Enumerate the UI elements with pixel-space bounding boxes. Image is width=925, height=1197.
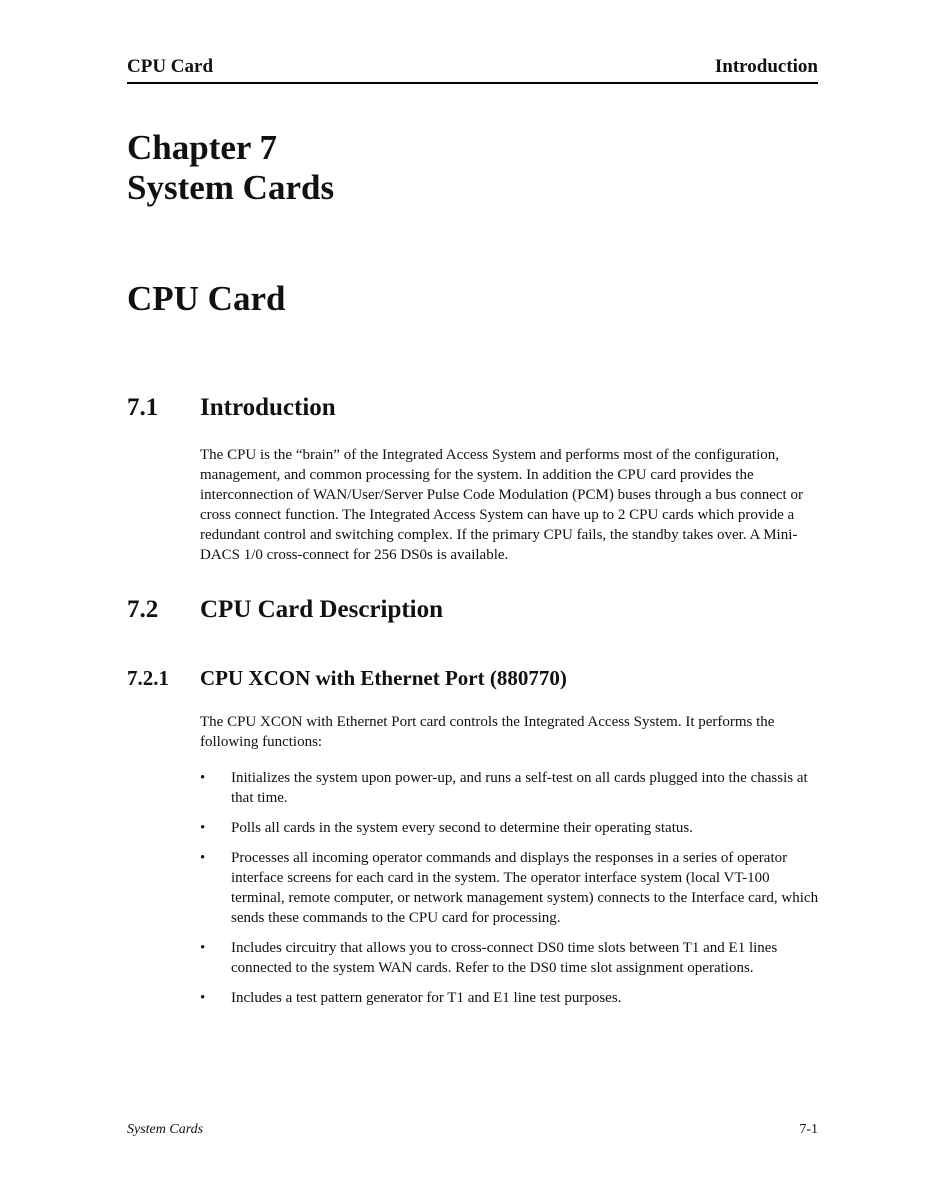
list-item-text: Polls all cards in the system every second to determine their operating status. (231, 820, 693, 836)
bullet-glyph: • (200, 940, 206, 956)
functions-list (200, 768, 820, 1018)
list-item (200, 848, 820, 928)
list-item (200, 768, 820, 808)
list-item-text: Includes circuitry that allows you to cross-connect DS0 time slots between T1 and E1 lines connected to the system WAN cards. Refer to the DS0 time slot assignment operations. (231, 940, 778, 976)
list-item (200, 938, 820, 978)
chapter-name: System Cards (127, 168, 335, 207)
heading-7-2 (127, 595, 443, 625)
functions-intro-paragraph: The CPU XCON with Ethernet Port card controls the Integrated Access System. It performs the following functions: (200, 714, 775, 750)
bullet-glyph: • (200, 820, 206, 836)
list-item-text: Includes a test pattern generator for T1 and E1 line test purposes. (231, 990, 622, 1006)
list-item-text: Processes all incoming operator commands and displays the responses in a series of operator interface screens for each card in the system. The operator interface system (local VT-100 terminal, remote computer, or network management system) connects to the Interface card, which sends these commands to the CPU card for processing. (231, 850, 819, 926)
footer-chapter-name: System Cards (127, 1122, 204, 1137)
header-chapter-label: CPU Card (127, 56, 214, 77)
heading-7-2-number: 7.2 (127, 596, 159, 623)
bullet-glyph: • (200, 770, 206, 786)
running-footer (127, 1122, 818, 1138)
heading-7-1-title: Introduction (200, 394, 336, 421)
heading-7-2-1 (127, 665, 567, 691)
list-item (200, 818, 820, 838)
intro-paragraph: The CPU is the “brain” of the Integrated Access System and performs most of the configuration, management, and common processing for the system. In addition the CPU card provides the interconnection of WAN/User/Server Pulse Code Modulation (PCM) buses through a bus connect or cross connect function. The Integrated Access System can have up to 2 CPU cards which provide a redundant control and switching complex. If the primary CPU fails, the standby takes over. A Mini-DACS 1/0 cross-connect for 256 DS0s is available. (200, 447, 803, 563)
heading-7-2-1-title: CPU XCON with Ethernet Port (880770) (200, 666, 567, 690)
chapter-number: Chapter 7 (127, 128, 278, 167)
heading-7-1-number: 7.1 (127, 394, 159, 421)
list-item (200, 988, 820, 1008)
chapter-title (127, 128, 334, 208)
bullet-glyph: • (200, 850, 206, 866)
bullet-glyph: • (200, 990, 206, 1006)
section-title: CPU Card (127, 279, 286, 318)
running-header (127, 56, 818, 84)
heading-7-2-title: CPU Card Description (200, 596, 444, 623)
list-item-text: Initializes the system upon power-up, and runs a self-test on all cards plugged into the chassis at that time. (231, 770, 808, 806)
heading-7-2-1-number: 7.2.1 (127, 666, 169, 690)
header-section-label: Introduction (714, 56, 818, 77)
heading-7-1 (127, 393, 336, 423)
page-number: 7-1 (799, 1122, 818, 1137)
